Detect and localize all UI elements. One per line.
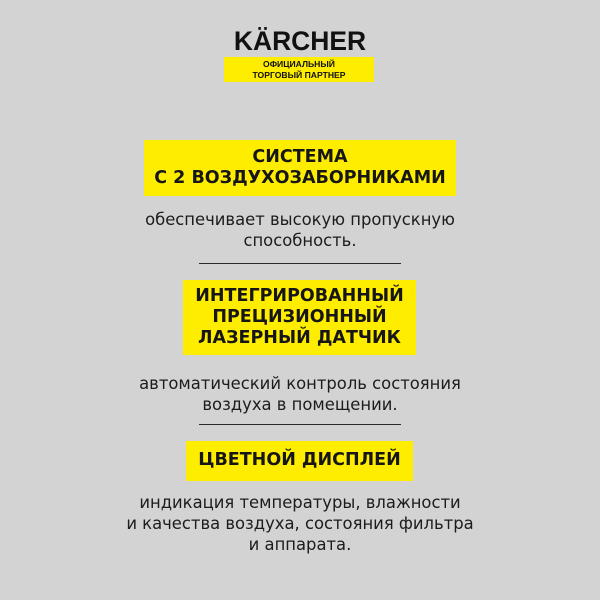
section-divider [199,424,401,425]
feature-title-color-display [186,441,413,481]
feature-description-laser-sensor [60,373,540,415]
logo-wordmark: KÄRCHER [233,26,367,56]
feature-description-line: индикация температуры, влажности [139,493,461,512]
feature-description-line: обеспечивает высокую пропускную [145,210,455,229]
feature-description-line: способность. [243,231,357,250]
badge-line-1: ОФИЦИАЛЬНЫЙ [263,59,335,69]
feature-description-line: и аппарата. [248,535,352,554]
feature-description-line: и качества воздуха, состояния фильтра [126,514,474,533]
official-partner-badge [224,57,374,82]
feature-description-color-display [60,492,540,555]
feature-title-line: СИСТЕМА [252,147,348,167]
badge-line-2: ТОРГОВЫЙ ПАРТНЕР [252,70,346,80]
feature-title-line: ИНТЕГРИРОВАННЫЙ [195,286,404,306]
feature-title-line: ПРЕЦИЗИОННЫЙ [212,307,387,327]
feature-title-line: С 2 ВОЗДУХОЗАБОРНИКАМИ [154,168,446,188]
feature-title-laser-sensor [183,280,416,355]
feature-title-air-intakes [144,140,456,196]
feature-description-line: воздуха в помещении. [202,395,398,414]
feature-title-line: ЛАЗЕРНЫЙ ДАТЧИК [198,328,401,348]
section-divider [199,263,401,264]
feature-title-line: ЦВЕТНОЙ ДИСПЛЕЙ [198,450,401,470]
feature-description-air-intakes [60,209,540,251]
feature-description-line: автоматический контроль состояния [139,374,461,393]
karcher-logo [226,26,374,56]
